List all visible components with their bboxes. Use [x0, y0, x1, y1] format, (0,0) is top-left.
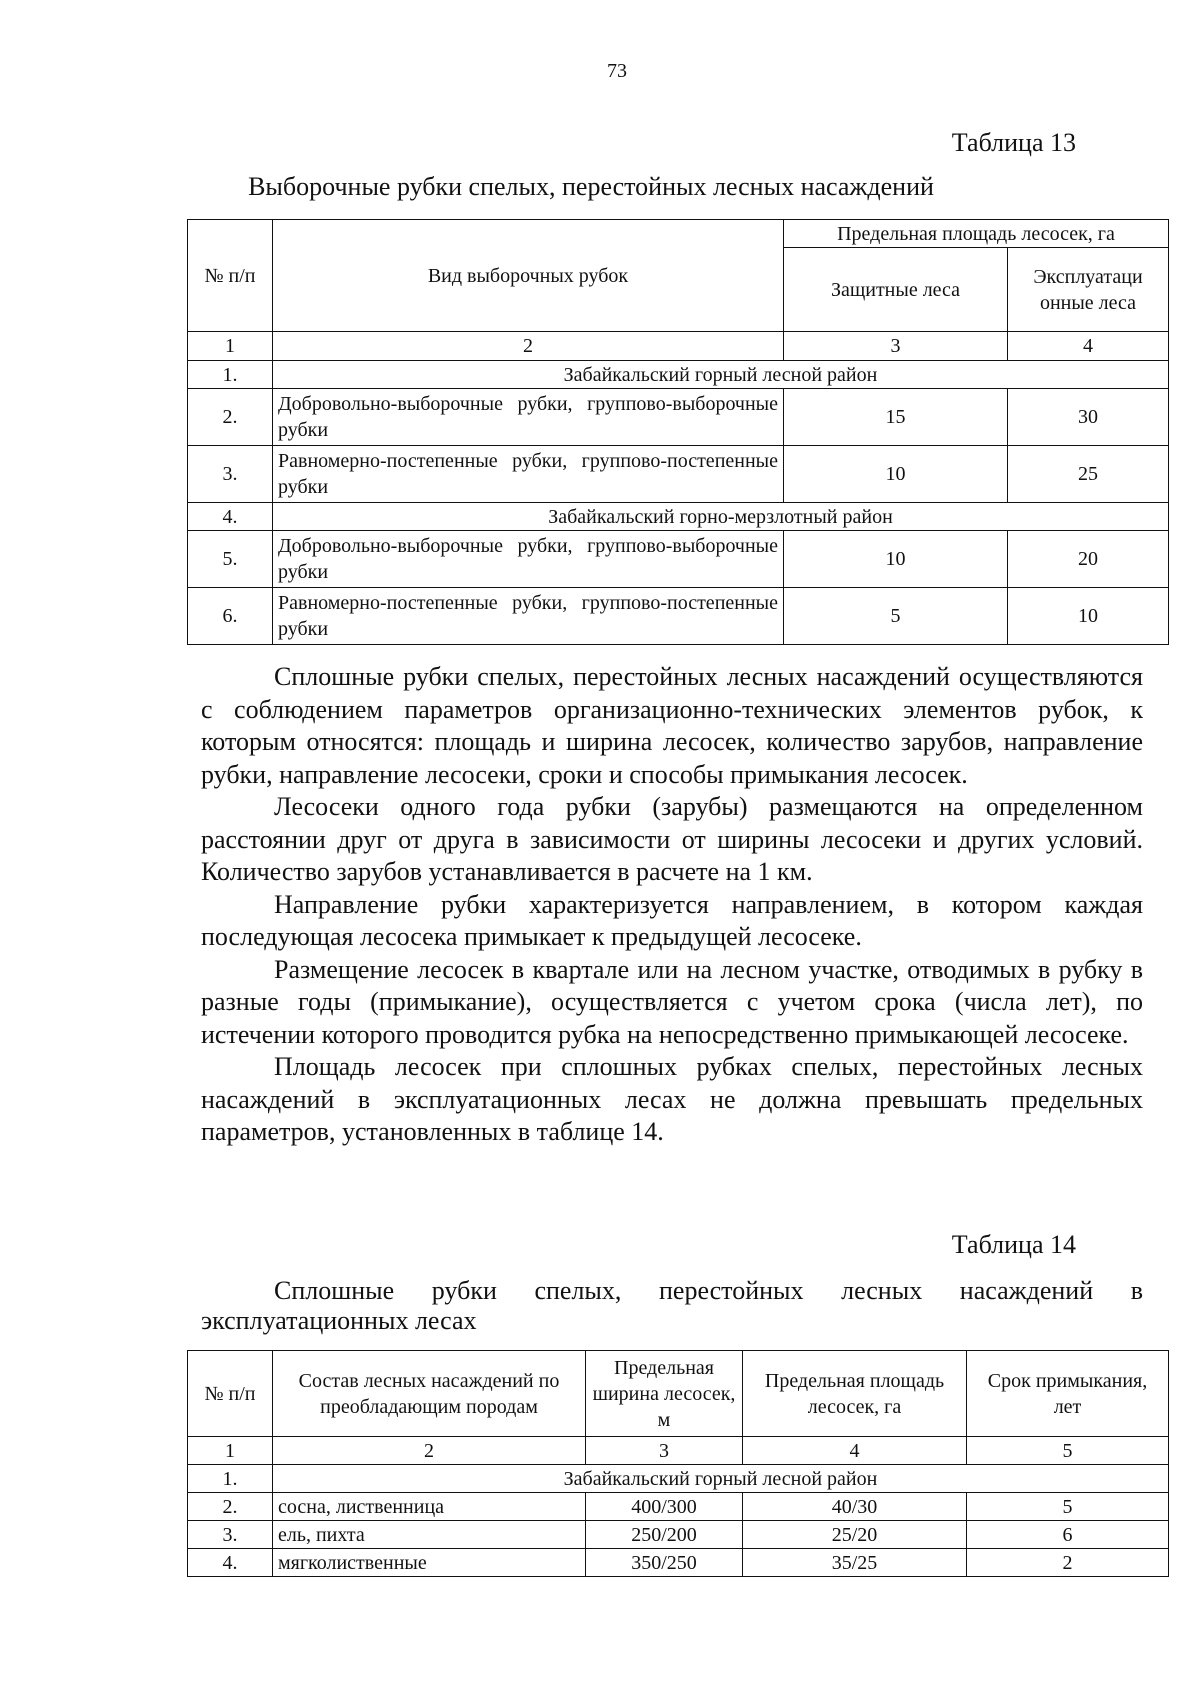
- table13-title: Выборочные рубки спелых, перестойных лесных насаждений: [248, 172, 934, 201]
- row-number: 6.: [188, 588, 273, 645]
- table14-col-number: 4: [743, 1437, 967, 1465]
- page-number: 73: [607, 60, 627, 82]
- table14-col-number: 2: [273, 1437, 586, 1465]
- protective-value: 15: [784, 389, 1008, 446]
- table14-title: Сплошные рубки спелых, перестойных лесных насаждений в эксплуатационных лесах: [201, 1276, 1143, 1335]
- table14-row: [188, 1465, 1169, 1493]
- term-value: 5: [967, 1493, 1169, 1521]
- protective-value: 10: [784, 446, 1008, 503]
- table13-col-number: 3: [784, 332, 1008, 361]
- table14-header-num: № п/п: [188, 1351, 273, 1437]
- width-value: 400/300: [586, 1493, 743, 1521]
- table13-header-protective: Защитные леса: [784, 248, 1008, 332]
- term-value: 6: [967, 1521, 1169, 1549]
- table13-col-number: 1: [188, 332, 273, 361]
- table14-header-term: Срок примыкания, лет: [967, 1351, 1169, 1437]
- term-value: 2: [967, 1549, 1169, 1577]
- table13-row: [188, 531, 1169, 588]
- table13-row: [188, 446, 1169, 503]
- row-number: 1.: [188, 1465, 273, 1493]
- exploitation-value: 10: [1008, 588, 1169, 645]
- row-number: 3.: [188, 1521, 273, 1549]
- table13-row: [188, 389, 1169, 446]
- cutting-kind: Добровольно-выборочные рубки, группово-выборочные рубки: [273, 389, 784, 446]
- protective-value: 5: [784, 588, 1008, 645]
- table13-col-number: 4: [1008, 332, 1169, 361]
- table14-caption: Таблица 14: [951, 1230, 1076, 1259]
- row-number: 4.: [188, 1549, 273, 1577]
- table14-header-width: Предельная ширина лесосек, м: [586, 1351, 743, 1437]
- region-name: Забайкальский горный лесной район: [273, 1465, 1169, 1493]
- table14-col-number: 1: [188, 1437, 273, 1465]
- paragraph: Лесосеки одного года рубки (зарубы) размещаются на определенном расстоянии друг от друга в зависимости от ширины лесосеки и других условий. Количество зарубов устанавливается в расчете на 1 км.: [201, 792, 1143, 886]
- table13-caption: Таблица 13: [951, 128, 1076, 157]
- table13-header-num: № п/п: [188, 220, 273, 332]
- table14-row: [188, 1549, 1169, 1577]
- cutting-kind: Равномерно-постепенные рубки, группово-постепенные рубки: [273, 588, 784, 645]
- table13-row: [188, 361, 1169, 389]
- width-value: 250/200: [586, 1521, 743, 1549]
- paragraph: Размещение лесосек в квартале или на лесном участке, отводимых в рубку в разные годы (примыкание), осуществляется с учетом срока (числа лет), по истечении которого проводится рубка на непосредственно примыкающей лесосеке.: [201, 954, 1143, 1049]
- cutting-kind: Добровольно-выборочные рубки, группово-выборочные рубки: [273, 531, 784, 588]
- row-number: 4.: [188, 503, 273, 531]
- table14: [187, 1350, 1169, 1577]
- row-number: 2.: [188, 1493, 273, 1521]
- region-name: Забайкальский горный лесной район: [273, 361, 1169, 389]
- row-number: 1.: [188, 361, 273, 389]
- table14-header-composition: Состав лесных насаждений по преобладающим породам: [273, 1351, 586, 1437]
- width-value: 350/250: [586, 1549, 743, 1577]
- exploitation-value: 20: [1008, 531, 1169, 588]
- paragraph: Направление рубки характеризуется направлением, в котором каждая последующая лесосека примыкает к предыдущей лесосеке.: [201, 889, 1143, 951]
- table13-row: [188, 503, 1169, 531]
- table14-row: [188, 1521, 1169, 1549]
- area-value: 25/20: [743, 1521, 967, 1549]
- area-value: 40/30: [743, 1493, 967, 1521]
- protective-value: 10: [784, 531, 1008, 588]
- paragraph: Сплошные рубки спелых, перестойных лесных насаждений осуществляются с соблюдением параметров организационно-технических элементов рубок, к которым относятся: площадь и ширина лесосек, количество зарубов, направление рубки, направление лесосеки, сроки и способы примыкания лесосек.: [201, 662, 1143, 789]
- species-composition: ель, пихта: [273, 1521, 586, 1549]
- area-value: 35/25: [743, 1549, 967, 1577]
- region-name: Забайкальский горно-мерзлотный район: [273, 503, 1169, 531]
- cutting-kind: Равномерно-постепенные рубки, группово-постепенные рубки: [273, 446, 784, 503]
- exploitation-value: 30: [1008, 389, 1169, 446]
- species-composition: мягколиственные: [273, 1549, 586, 1577]
- table14-header-area: Предельная площадь лесосек, га: [743, 1351, 967, 1437]
- row-number: 3.: [188, 446, 273, 503]
- table13: [187, 219, 1169, 645]
- table14-col-number: 5: [967, 1437, 1169, 1465]
- row-number: 5.: [188, 531, 273, 588]
- paragraph: Площадь лесосек при сплошных рубках спелых, перестойных лесных насаждений в эксплуатационных лесах не должна превышать предельных параметров, установленных в таблице 14.: [201, 1052, 1143, 1146]
- row-number: 2.: [188, 389, 273, 446]
- table13-col-number: 2: [273, 332, 784, 361]
- body-text: [201, 661, 1143, 1149]
- species-composition: сосна, лиственница: [273, 1493, 586, 1521]
- table13-header-area-group: Предельная площадь лесосек, га: [784, 220, 1169, 248]
- table13-header-kind: Вид выборочных рубок: [273, 220, 784, 332]
- table14-col-number: 3: [586, 1437, 743, 1465]
- table13-header-exploitation: Эксплуатаци онные леса: [1008, 248, 1169, 332]
- table13-row: [188, 588, 1169, 645]
- exploitation-value: 25: [1008, 446, 1169, 503]
- table14-row: [188, 1493, 1169, 1521]
